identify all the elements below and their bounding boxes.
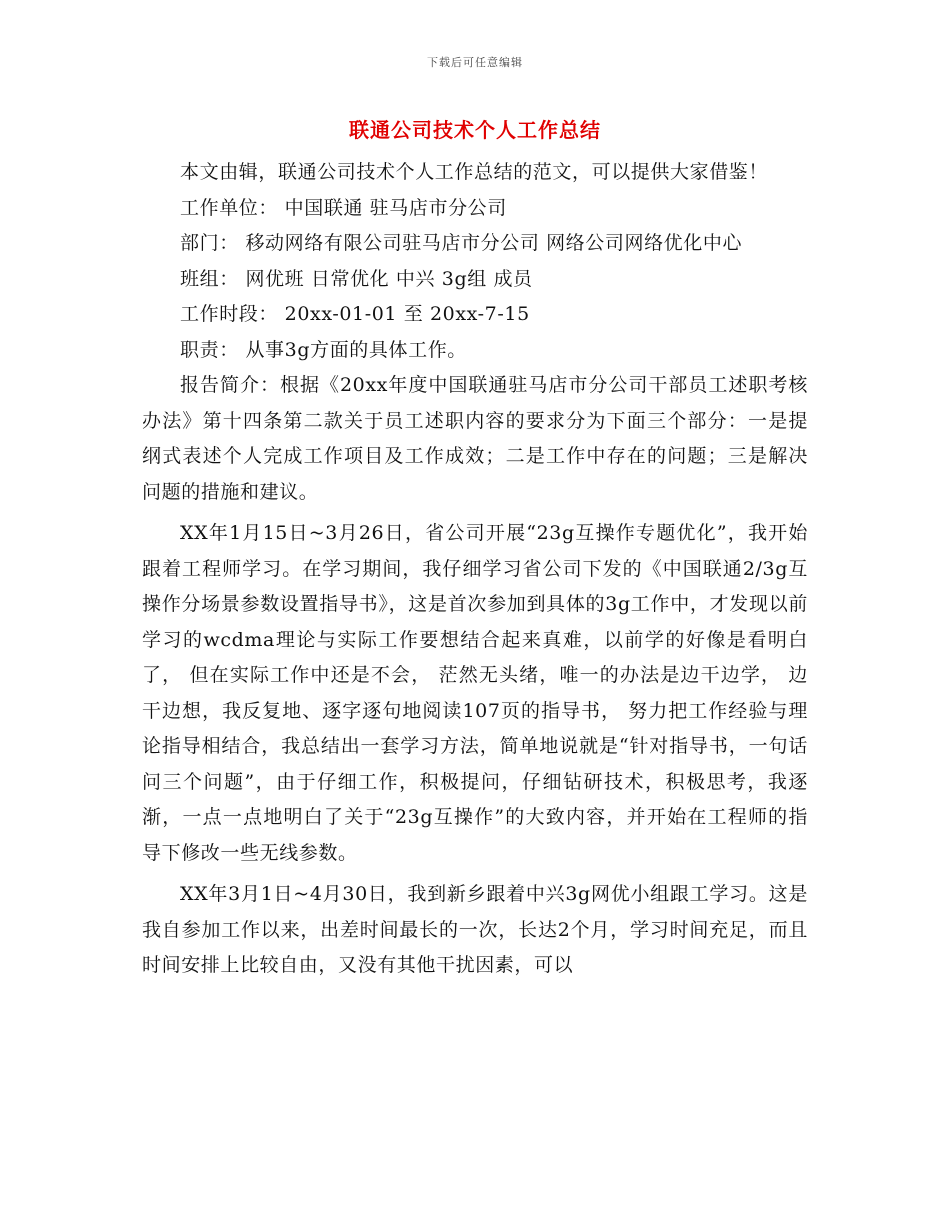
- paragraph-team: 班组： 网优班 日常优化 中兴 3g组 成员: [180, 267, 533, 290]
- paragraph-work-unit: 工作单位： 中国联通 驻马店市分公司: [180, 196, 507, 219]
- paragraph-report-summary: 报告简介：根据《20xx年度中国联通驻马店市分公司干部员工述职考核办法》第十四条第二款关于员工述职内容的要求分为下面三个部分：一是提纲式表述个人完成工作项目及工作成效；二是工作中存在的问题；三是解决问题的措施和建议。: [142, 374, 808, 503]
- paragraph-intro: 本文由辑，联通公司技术个人工作总结的范文，可以提供大家借鉴！: [180, 161, 769, 183]
- document-title: 联通公司技术个人工作总结: [349, 118, 601, 142]
- paragraph-march-study: XX年3月1日~4月30日，我到新乡跟着中兴3g网优小组跟工学习。这是我自参加工作以来，出差时间最长的一次，长达2个月，学习时间充足，而且时间安排上比较自由，又没有其他干扰因素，可以: [142, 883, 808, 976]
- paragraph-work-period: 工作时段： 20xx-01-01 至 20xx-7-15: [180, 303, 530, 325]
- paragraph-department: 部门： 移动网络有限公司驻马店市分公司 网络公司网络优化中心: [180, 232, 743, 254]
- paragraph-january-study: XX年1月15日~3月26日，省公司开展“23g互操作专题优化”，我开始跟着工程师学习。在学习期间，我仔细学习省公司下发的《中国联通2/3g互操作分场景参数设置指导书》，这是首次参加到具体的3g工作中，才发现以前学习的wcdma理论与实际工作要想结合起来真难，以前学的好像是看明白了， 但在实际工作中还是不会， 茫然无头绪，唯一的办法是边干边学， 边干边想，我反复地、逐字逐句地阅读107页的指导书， 努力把工作经验与理论指导相结合，我总结出一套学习方法，简单地说就是“针对指导书，一句话问三个问题”，由于仔细工作，积极提问，仔细钻研技术，积极思考，我逐渐，一点一点地明白了关于“23g互操作”的大致内容，并开始在工程师的指导下修改一些无线参数。: [142, 522, 808, 864]
- header-note: 下载后可任意编辑: [427, 56, 523, 69]
- paragraph-duties: 职责： 从事3g方面的具体工作。: [180, 338, 467, 361]
- document-body: [142, 155, 808, 984]
